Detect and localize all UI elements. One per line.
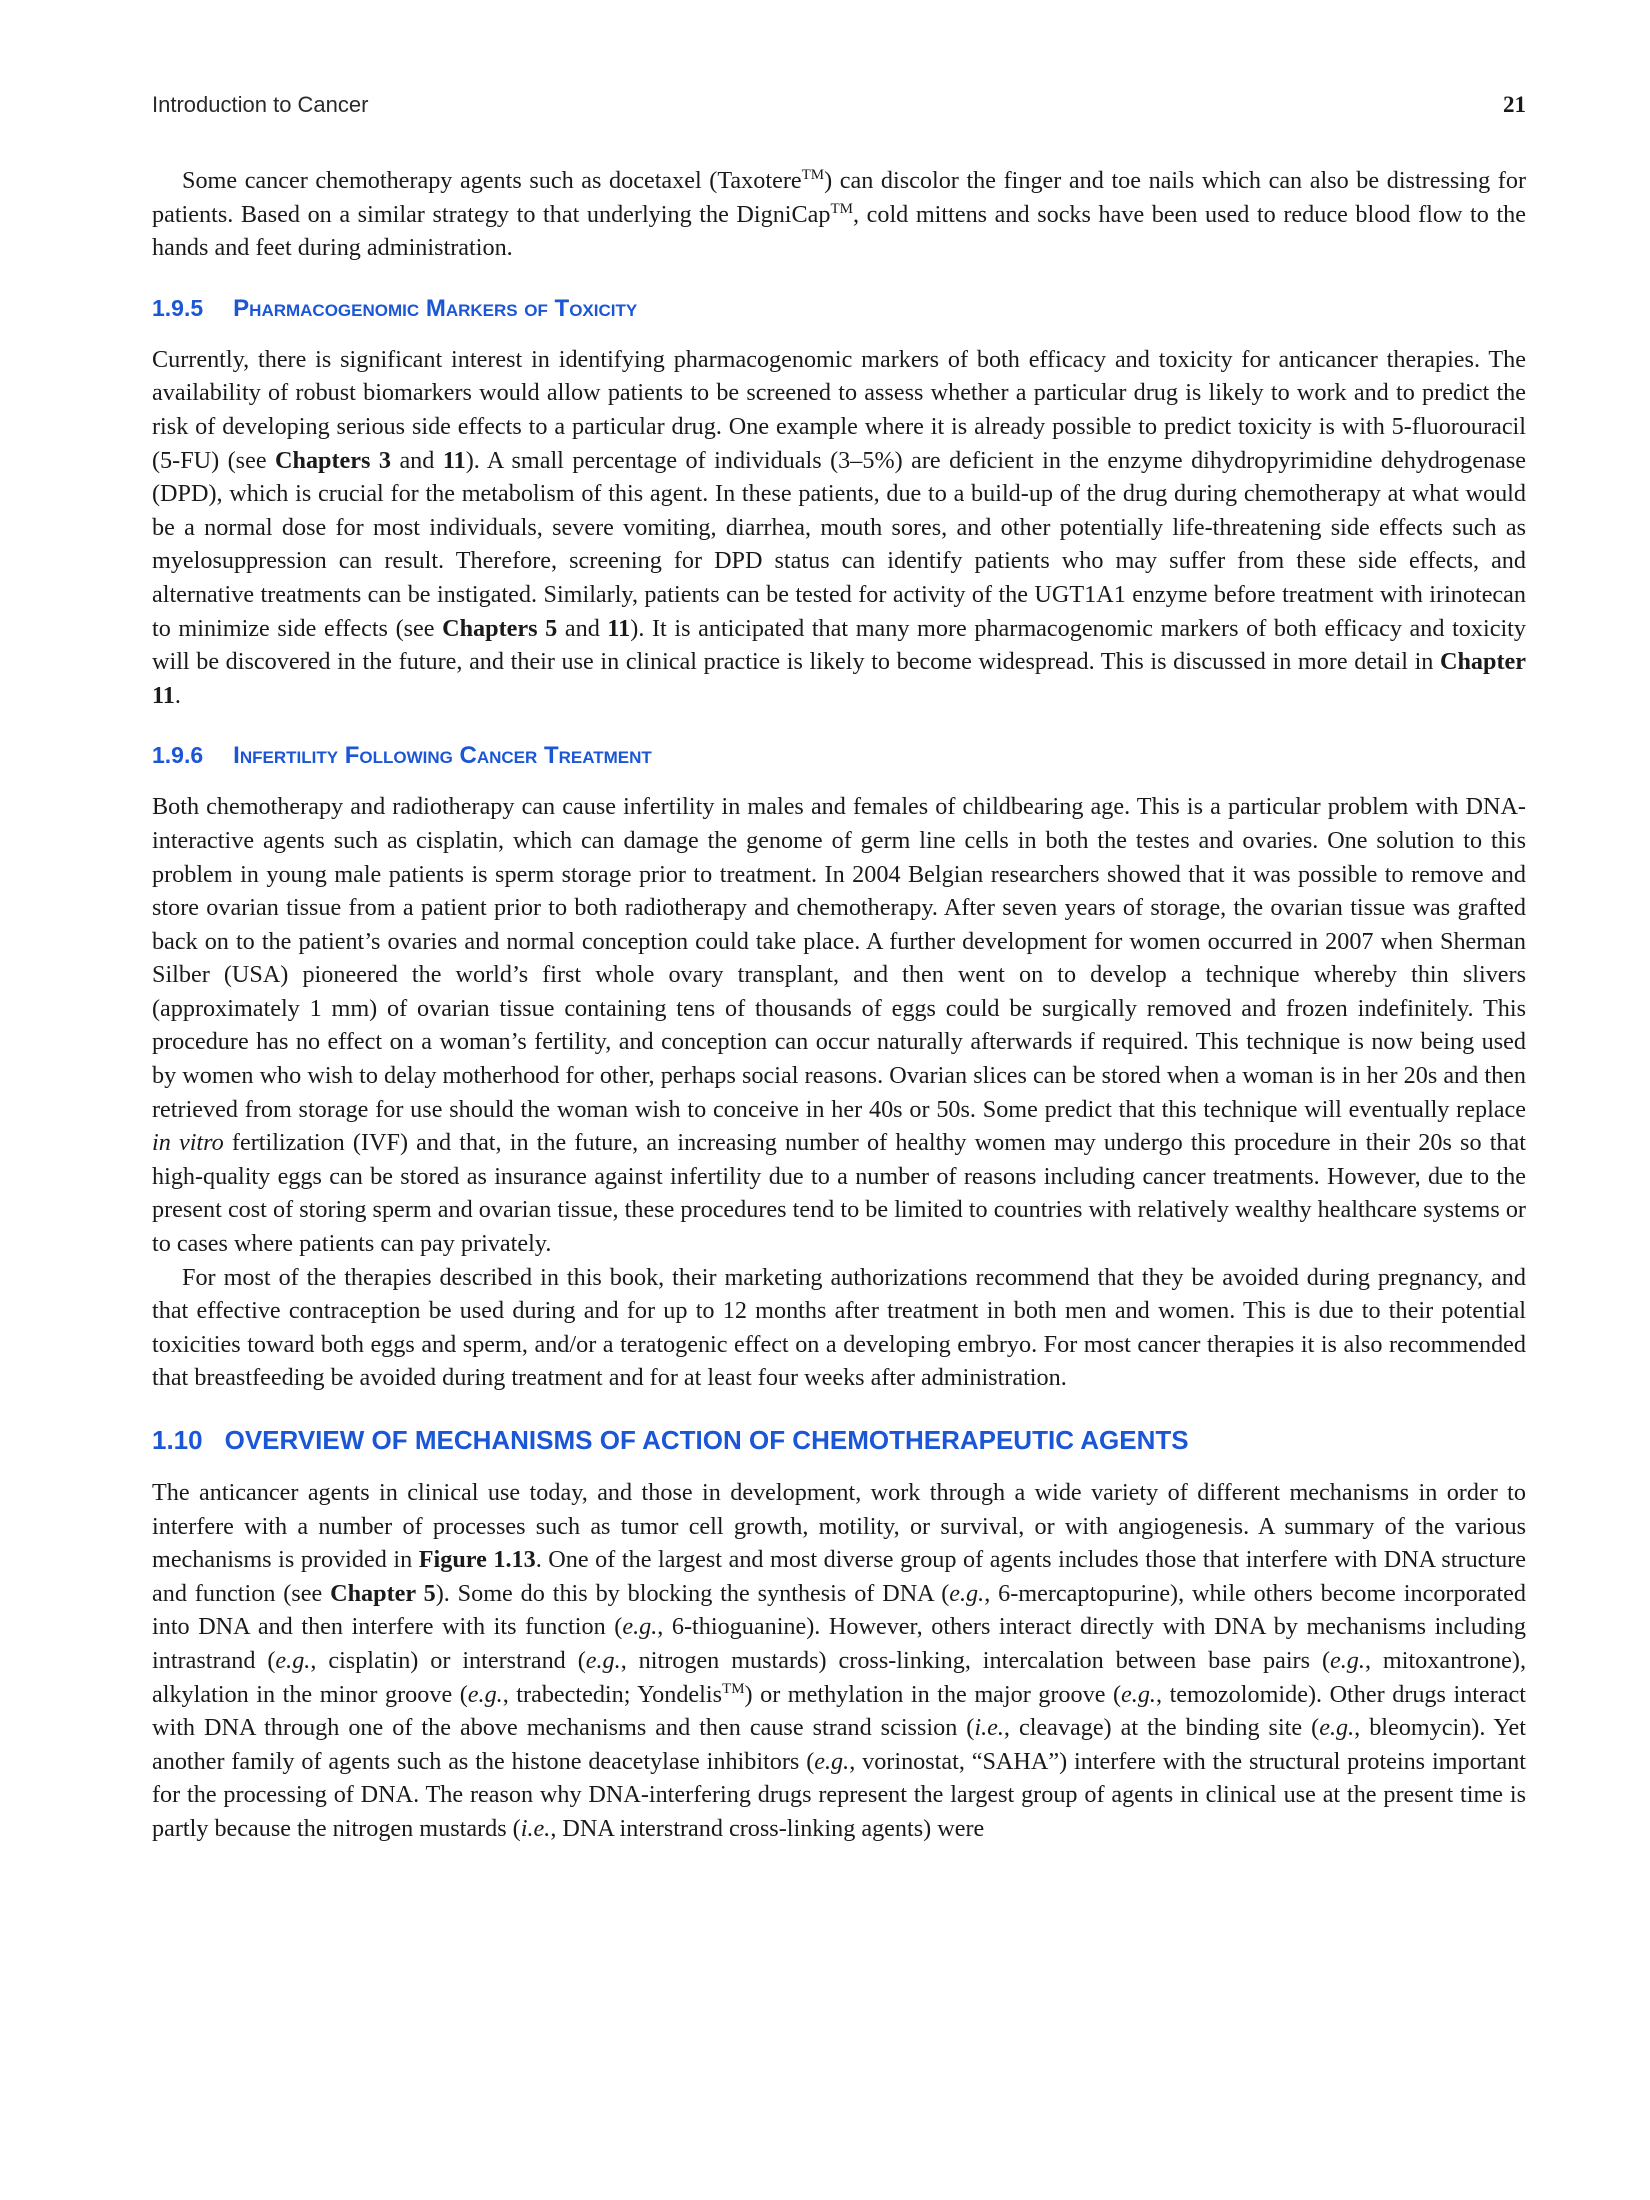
paragraph-infertility-2: For most of the therapies described in this book, their marketing authorizations recommend that they be avoided during pregnancy, and that effective contraception be used during and for up to 12 months after treatment in both men and women. This is due to their potential toxicities toward both eggs and sperm, and/or a teratogenic effect on a developing embryo. For most cancer therapies it is also recommended that breastfeeding be avoided during treatment and for at least four weeks after administration. [152, 1263, 1526, 1392]
running-title: Introduction to Cancer [152, 92, 369, 117]
intro-paragraph: Some cancer chemotherapy agents such as docetaxel (Taxotere™) can discolor the finger and toe nails which can also be distressing for patients. Based on a similar strategy to that underlying the DigniCap™, cold mittens and socks have been used to reduce blood flow to the hands and feet during administration. [152, 166, 1526, 262]
paragraph-infertility-1: Both chemotherapy and radiotherapy can cause infertility in males and females of childbearing age. This is a particular problem with DNA-interactive agents such as cisplatin, which can damage the genome of germ line cells in both the testes and ovaries. One solution to this problem in young male patients is sperm storage prior to treatment. In 2004 Belgian researchers showed that it was possible to remove and store ovarian tissue from a patient prior to both radiotherapy and chemotherapy. After seven years of storage, the ovarian tissue was grafted back on to the patient’s ovaries and normal conception could take place. A further development for women occurred in 2007 when Sherman Silber (USA) pioneered the world’s first whole ovary transplant, and then went on to develop a technique whereby thin slivers (approximately 1 mm) of ovarian tissue containing tens of thousands of eggs could be surgically removed and frozen indefinitely. This procedure has no effect on a woman’s fertility, and conception can occur naturally afterwards if required. This technique is now being used by women who wish to delay motherhood for other, perhaps social reasons. Ovarian slices can be stored when a woman is in her 20s and then retrieved from storage for use should the woman wish to conceive in her 40s or 50s. Some predict that this technique will eventually replace in vitro fertilization (IVF) and that, in the future, an increasing number of healthy women may undergo this procedure in their 20s so that high-quality eggs can be stored as insurance against infertility due to a number of reasons including cancer treatments. However, due to the present cost of storing sperm and ovarian tissue, these procedures tend to be limited to countries with relatively wealthy healthcare systems or to cases where patients can pay privately. [152, 793, 1526, 1258]
page [152, 92, 1526, 1846]
paragraph-mechanisms: The anticancer agents in clinical use today, and those in development, work through a wide variety of different mechanisms in order to interfere with a number of processes such as tumor cell growth, motility, or survival, or with angiogenesis. A summary of the various mechanisms is provided in Figure 1.13. One of the largest and most diverse group of agents includes those that interfere with DNA structure and function (see Chapter 5). Some do this by blocking the synthesis of DNA (e.g., 6-mercaptopurine), while others become incorporated into DNA and then interfere with its function (e.g., 6-thioguanine). However, others interact directly with DNA by mechanisms including intrastrand (e.g., cisplatin) or interstrand (e.g., nitrogen mustards) cross-linking, intercalation between base pairs (e.g., mitoxantrone), alkylation in the minor groove (e.g., trabectedin; Yondelis™) or methylation in the major groove (e.g., temozolomide). Other drugs interact with DNA through one of the above mechanisms and then cause strand scission (i.e., cleavage) at the binding site (e.g., bleomycin). Yet another family of agents such as the histone deacetylase inhibitors (e.g., vorinostat, “SAHA”) interfere with the structural proteins important for the processing of DNA. The reason why DNA-interfering drugs represent the largest group of agents in clinical use at the present time is partly because the nitrogen mustards (i.e., DNA interstrand cross-linking agents) were [152, 1479, 1527, 1842]
paragraph-pharmacogenomic: Currently, there is significant interest in identifying pharmacogenomic markers of both efficacy and toxicity for anticancer therapies. The availability of robust biomarkers would allow patients to be screened to assess whether a particular drug is likely to work and to predict the risk of developing serious side effects to a particular drug. One example where it is already possible to predict toxicity is with 5-fluorouracil (5-FU) (see Chapters 3 and 11). A small percentage of individuals (3–5%) are deficient in the enzyme dihydropyrimidine dehydrogenase (DPD), which is crucial for the metabolism of this agent. In these patients, due to a build-up of the drug during chemotherapy at what would be a normal dose for most individuals, severe vomiting, diarrhea, mouth sores, and other potentially life-threatening side effects such as myelosuppression can result. Therefore, screening for DPD status can identify patients who may suffer from these side effects, and alternative treatments can be instigated. Similarly, patients can be tested for activity of the UGT1A1 enzyme before treatment with irinotecan to minimize side effects (see Chapters 5 and 11). It is anticipated that many more pharmacogenomic markers of both efficacy and toxicity will be discovered in the future, and their use in clinical practice is likely to become widespread. This is discussed in more detail in Chapter 11. [152, 345, 1526, 709]
section-heading-1-10: 1.10 OVERVIEW OF MECHANISMS OF ACTION OF CHEMOTHERAPEUTIC AGENTS [152, 1425, 1189, 1455]
section-heading-1-9-5: 1.9.5 Pharmacogenomic Markers of Toxicity [152, 294, 638, 322]
section-heading-1-9-6: 1.9.6 Infertility Following Cancer Treatment [152, 742, 652, 770]
page-number: 21 [1503, 92, 1526, 117]
running-header [152, 92, 1526, 118]
